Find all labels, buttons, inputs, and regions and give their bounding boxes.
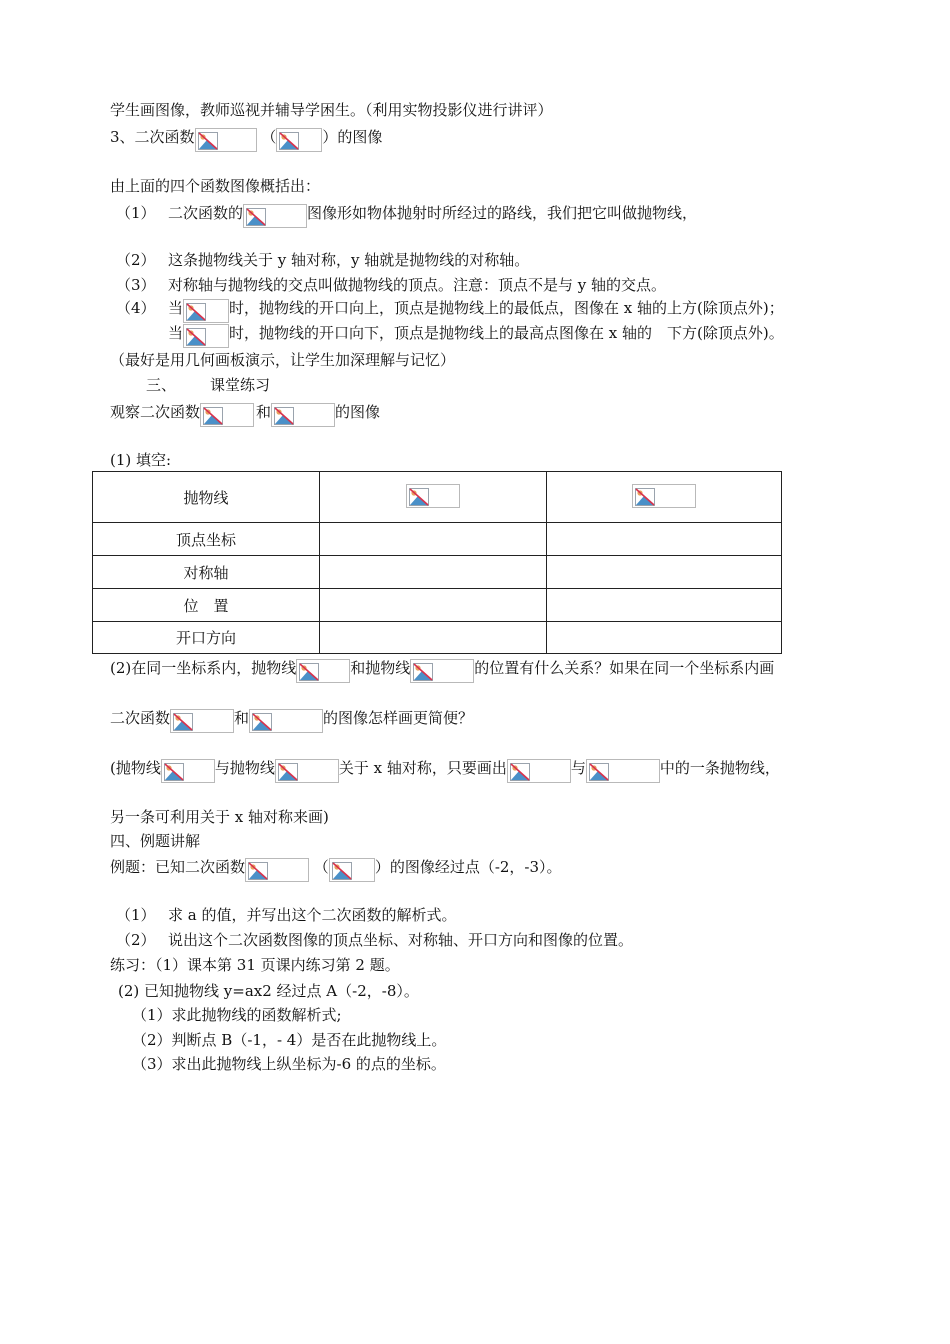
text-line [168, 323, 784, 348]
text: （ [261, 128, 277, 146]
table-row-header: 位 置 [93, 589, 320, 622]
text: 和抛物线 [350, 659, 411, 677]
table-row-header: 顶点坐标 [93, 523, 320, 556]
text: 和 [256, 403, 272, 421]
text-line [116, 905, 456, 925]
text-line [116, 930, 633, 950]
text-line: 练习：（1）课本第 31 页课内练习第 2 题。 [110, 956, 400, 974]
text: 的图像怎样画更简便？ [323, 709, 474, 727]
text: 当 [168, 324, 184, 342]
text: 时，抛物线的开口向下，顶点是抛物线上的最高点图像在 x 轴的 下方(除顶点外)。 [229, 324, 784, 342]
text: 3、二次函数 [110, 128, 195, 146]
text-line [116, 275, 666, 295]
text: 和 [234, 709, 250, 727]
formula-image-icon [410, 659, 474, 683]
formula-image-icon [200, 403, 254, 427]
text-line: （3）求出此抛物线上纵坐标为-6 的点的坐标。 [132, 1055, 446, 1073]
formula-image-icon [243, 204, 307, 228]
text: 当 [168, 299, 184, 317]
formula-image-icon [249, 709, 323, 733]
formula-image-icon [632, 484, 696, 508]
text: 例题：已知二次函数 [110, 858, 246, 876]
table-row-header: 抛物线 [93, 472, 320, 523]
formula-image-icon [195, 128, 257, 152]
fill-in-table [92, 471, 782, 654]
text-line [110, 127, 382, 152]
formula-image-icon [271, 403, 335, 427]
text-line: 学生画图像，教师巡视并辅导学困生。（利用实物投影仪进行讲评） [110, 101, 553, 119]
text: 的图像 [335, 403, 381, 421]
list-marker: （2） [116, 931, 156, 949]
text: 与 [570, 759, 586, 777]
formula-image-icon [507, 759, 571, 783]
formula-image-icon [296, 659, 350, 683]
text: (抛物线 [110, 759, 161, 777]
formula-image-icon [245, 858, 309, 882]
formula-image-icon [183, 324, 229, 348]
text-line [110, 658, 774, 683]
text: 说出这个二次函数图像的顶点坐标、对称轴、开口方向和图像的位置。 [168, 931, 634, 949]
section-heading: 四、例题讲解 [110, 832, 201, 850]
text-line: （最好是用几何画板演示，让学生加深理解与记忆） [110, 351, 456, 369]
text: ）的图像经过点（-2，-3）。 [374, 858, 562, 876]
table-cell [320, 472, 547, 523]
table-cell[interactable] [320, 589, 547, 622]
list-marker: （1） [116, 906, 156, 924]
formula-image-icon [161, 759, 215, 783]
table-cell[interactable] [547, 589, 782, 622]
section-heading [146, 375, 270, 395]
section-number: 三、 [146, 376, 177, 394]
text-line: (2) 已知抛物线 y=ax2 经过点 A（-2，-8）。 [118, 982, 419, 1000]
text-line [110, 857, 562, 882]
table-cell[interactable] [547, 523, 782, 556]
table-cell[interactable] [320, 622, 547, 654]
text: 中的一条抛物线， [659, 759, 780, 777]
formula-image-icon [276, 128, 322, 152]
list-marker: （4） [116, 299, 156, 317]
text-line: (1) 填空: [110, 451, 172, 469]
text: 二次函数的 [168, 204, 244, 222]
formula-image-icon [406, 484, 460, 508]
text: 二次函数 [110, 709, 171, 727]
table-row-header: 开口方向 [93, 622, 320, 654]
table-cell[interactable] [320, 523, 547, 556]
text: 这条抛物线关于 y 轴对称，y 轴就是抛物线的对称轴。 [168, 251, 530, 269]
text: 关于 x 轴对称，只要画出 [338, 759, 507, 777]
text-line: 由上面的四个函数图像概括出： [110, 177, 321, 195]
text-line [116, 298, 784, 323]
list-marker: （1） [116, 204, 156, 222]
text: ）的图像 [322, 128, 383, 146]
list-marker: （2） [116, 251, 156, 269]
text-line [116, 203, 697, 228]
text: 观察二次函数 [110, 403, 201, 421]
table-cell [547, 472, 782, 523]
table-cell[interactable] [547, 622, 782, 654]
text-line: （2）判断点 B（-1，- 4）是否在此抛物线上。 [132, 1031, 447, 1049]
table-cell[interactable] [320, 556, 547, 589]
text: 时，抛物线的开口向上，顶点是抛物线上的最低点，图像在 x 轴的上方(除顶点外)； [229, 299, 784, 317]
text-line: （1）求此抛物线的函数解析式; [132, 1006, 342, 1024]
formula-image-icon [183, 299, 229, 323]
formula-image-icon [586, 759, 660, 783]
section-title: 课堂练习 [210, 376, 271, 394]
table-cell[interactable] [547, 556, 782, 589]
formula-image-icon [170, 709, 234, 733]
text: 图像形如物体抛射时所经过的路线，我们把它叫做抛物线， [307, 204, 698, 222]
text: 对称轴与抛物线的交点叫做抛物线的顶点。注意：顶点不是与 y 轴的交点。 [168, 276, 667, 294]
table-row-header: 对称轴 [93, 556, 320, 589]
text-line [110, 402, 380, 427]
text-line [110, 708, 473, 733]
formula-image-icon [329, 858, 375, 882]
list-marker: （3） [116, 276, 156, 294]
text: 的位置有什么关系？如果在同一个坐标系内画 [474, 659, 775, 677]
text: 与抛物线 [214, 759, 275, 777]
formula-image-icon [275, 759, 339, 783]
text: (2)在同一坐标系内，抛物线 [110, 659, 297, 677]
text: 求 a 的值，并写出这个二次函数的解析式。 [168, 906, 457, 924]
text-line [116, 250, 529, 270]
text-line [110, 758, 780, 783]
text-line: 另一条可利用关于 x 轴对称来画) [110, 808, 329, 826]
text: （ [313, 858, 329, 876]
